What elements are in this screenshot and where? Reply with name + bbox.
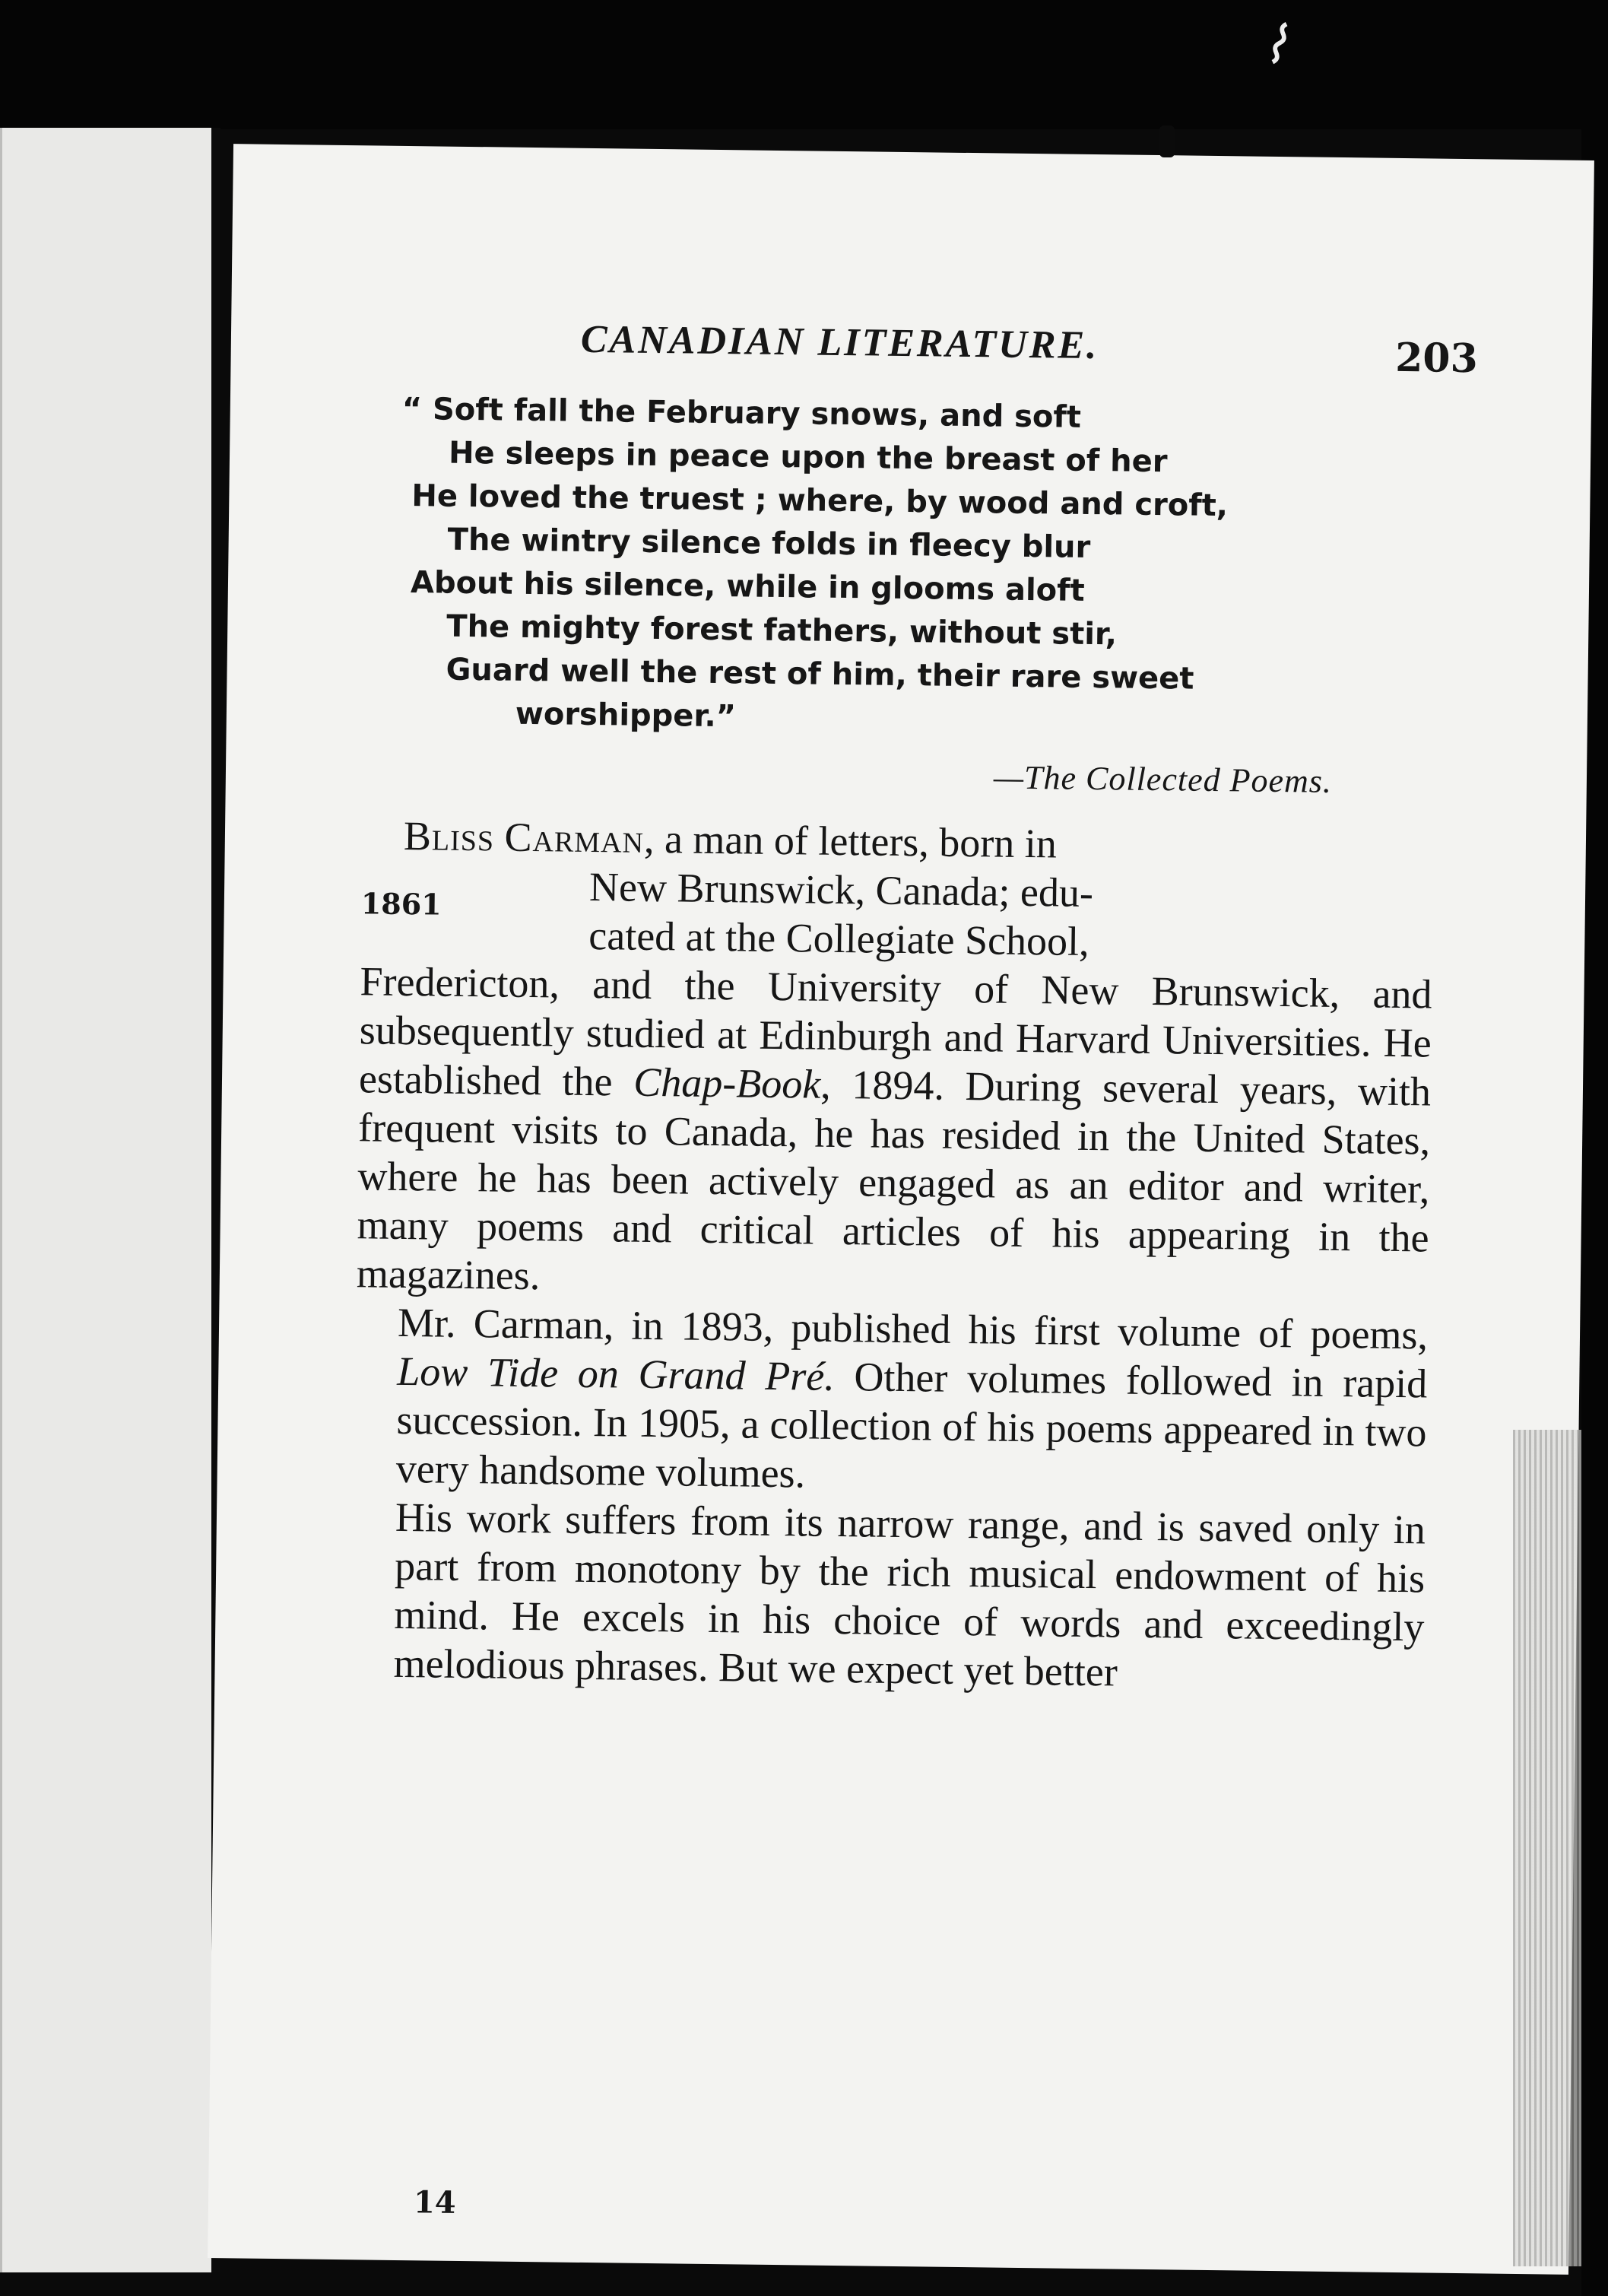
poem-attribution: —The Collected Poems. — [993, 758, 1333, 800]
bio-text: Other volumes followed in rapid succession. In 1905, a collection of his poems appeared in two very handsome volumes. — [395, 1354, 1428, 1497]
intro-text: , a man of letters, born in — [643, 815, 1058, 867]
subject-last-name: Carman — [504, 814, 645, 862]
subject-first-name: Bliss — [403, 812, 495, 860]
poem-line: Guard well the rest of him, their rare sweet — [446, 652, 1194, 697]
poem-line: The mighty forest fathers, without stir, — [446, 608, 1118, 653]
signature-mark: 14 — [413, 2184, 456, 2221]
page-top-notch — [1159, 125, 1175, 157]
poem-line: worshipper.” — [515, 696, 737, 735]
running-head: CANADIAN LITERATURE. — [580, 317, 1099, 368]
scan-top-border — [0, 0, 1608, 129]
title-low-tide: Low Tide on Grand Pré. — [396, 1348, 836, 1399]
title-chapbook: Chap-Book — [633, 1059, 821, 1107]
biography-text — [351, 811, 1434, 1700]
book-page — [208, 144, 1594, 2275]
poem-line: The wintry silence folds in fleecy blur — [447, 522, 1091, 565]
indented-line: cated at the Collegiate School, — [588, 912, 1089, 964]
bio-paragraph-3: His work suffers from its narrow range, and is saved only in part from monotony by the rich musical endowment of his mind. He excels in his choice of words and exceedingly melodious phrases. But we expect yet better — [393, 1494, 1426, 1695]
poem-line: He sleeps in peace upon the breast of her — [448, 435, 1168, 480]
poem-line: He loved the truest ; where, by wood and croft, — [411, 478, 1229, 524]
page-fore-edge — [1513, 1430, 1581, 2266]
facing-page-margin — [0, 128, 2, 2272]
scan-corner-mark: ⌇ — [1256, 11, 1302, 79]
poem-line: About his silence, while in glooms aloft — [410, 565, 1085, 608]
facing-page-edge — [0, 128, 211, 2272]
page-header — [580, 317, 1479, 383]
birth-year-marginal: 1861 — [360, 886, 442, 922]
bio-text: Mr. Carman, in 1893, published his first volume of poems, — [397, 1299, 1429, 1358]
poem-line: “ Soft fall the February snows, and soft — [401, 391, 1082, 435]
bio-text: , 1894. During several years, with frequent visits to Canada, he has resided in the United States, where he has been actively engaged as an editor and writer, many poems and critical articles of his appearing in the magazines. — [356, 1061, 1432, 1299]
page-number: 203 — [1394, 334, 1479, 383]
indented-line: New Brunswick, Canada; edu- — [588, 863, 1094, 916]
bio-paragraph-2 — [354, 1297, 1428, 1505]
bio-text: Fredericton, and the University of New Brunswick, and subsequently studied at Edinburgh and Harvard Universities. He established the — [358, 958, 1432, 1105]
bio-paragraph-1 — [357, 811, 1435, 1310]
poem-quotation — [401, 388, 1439, 747]
